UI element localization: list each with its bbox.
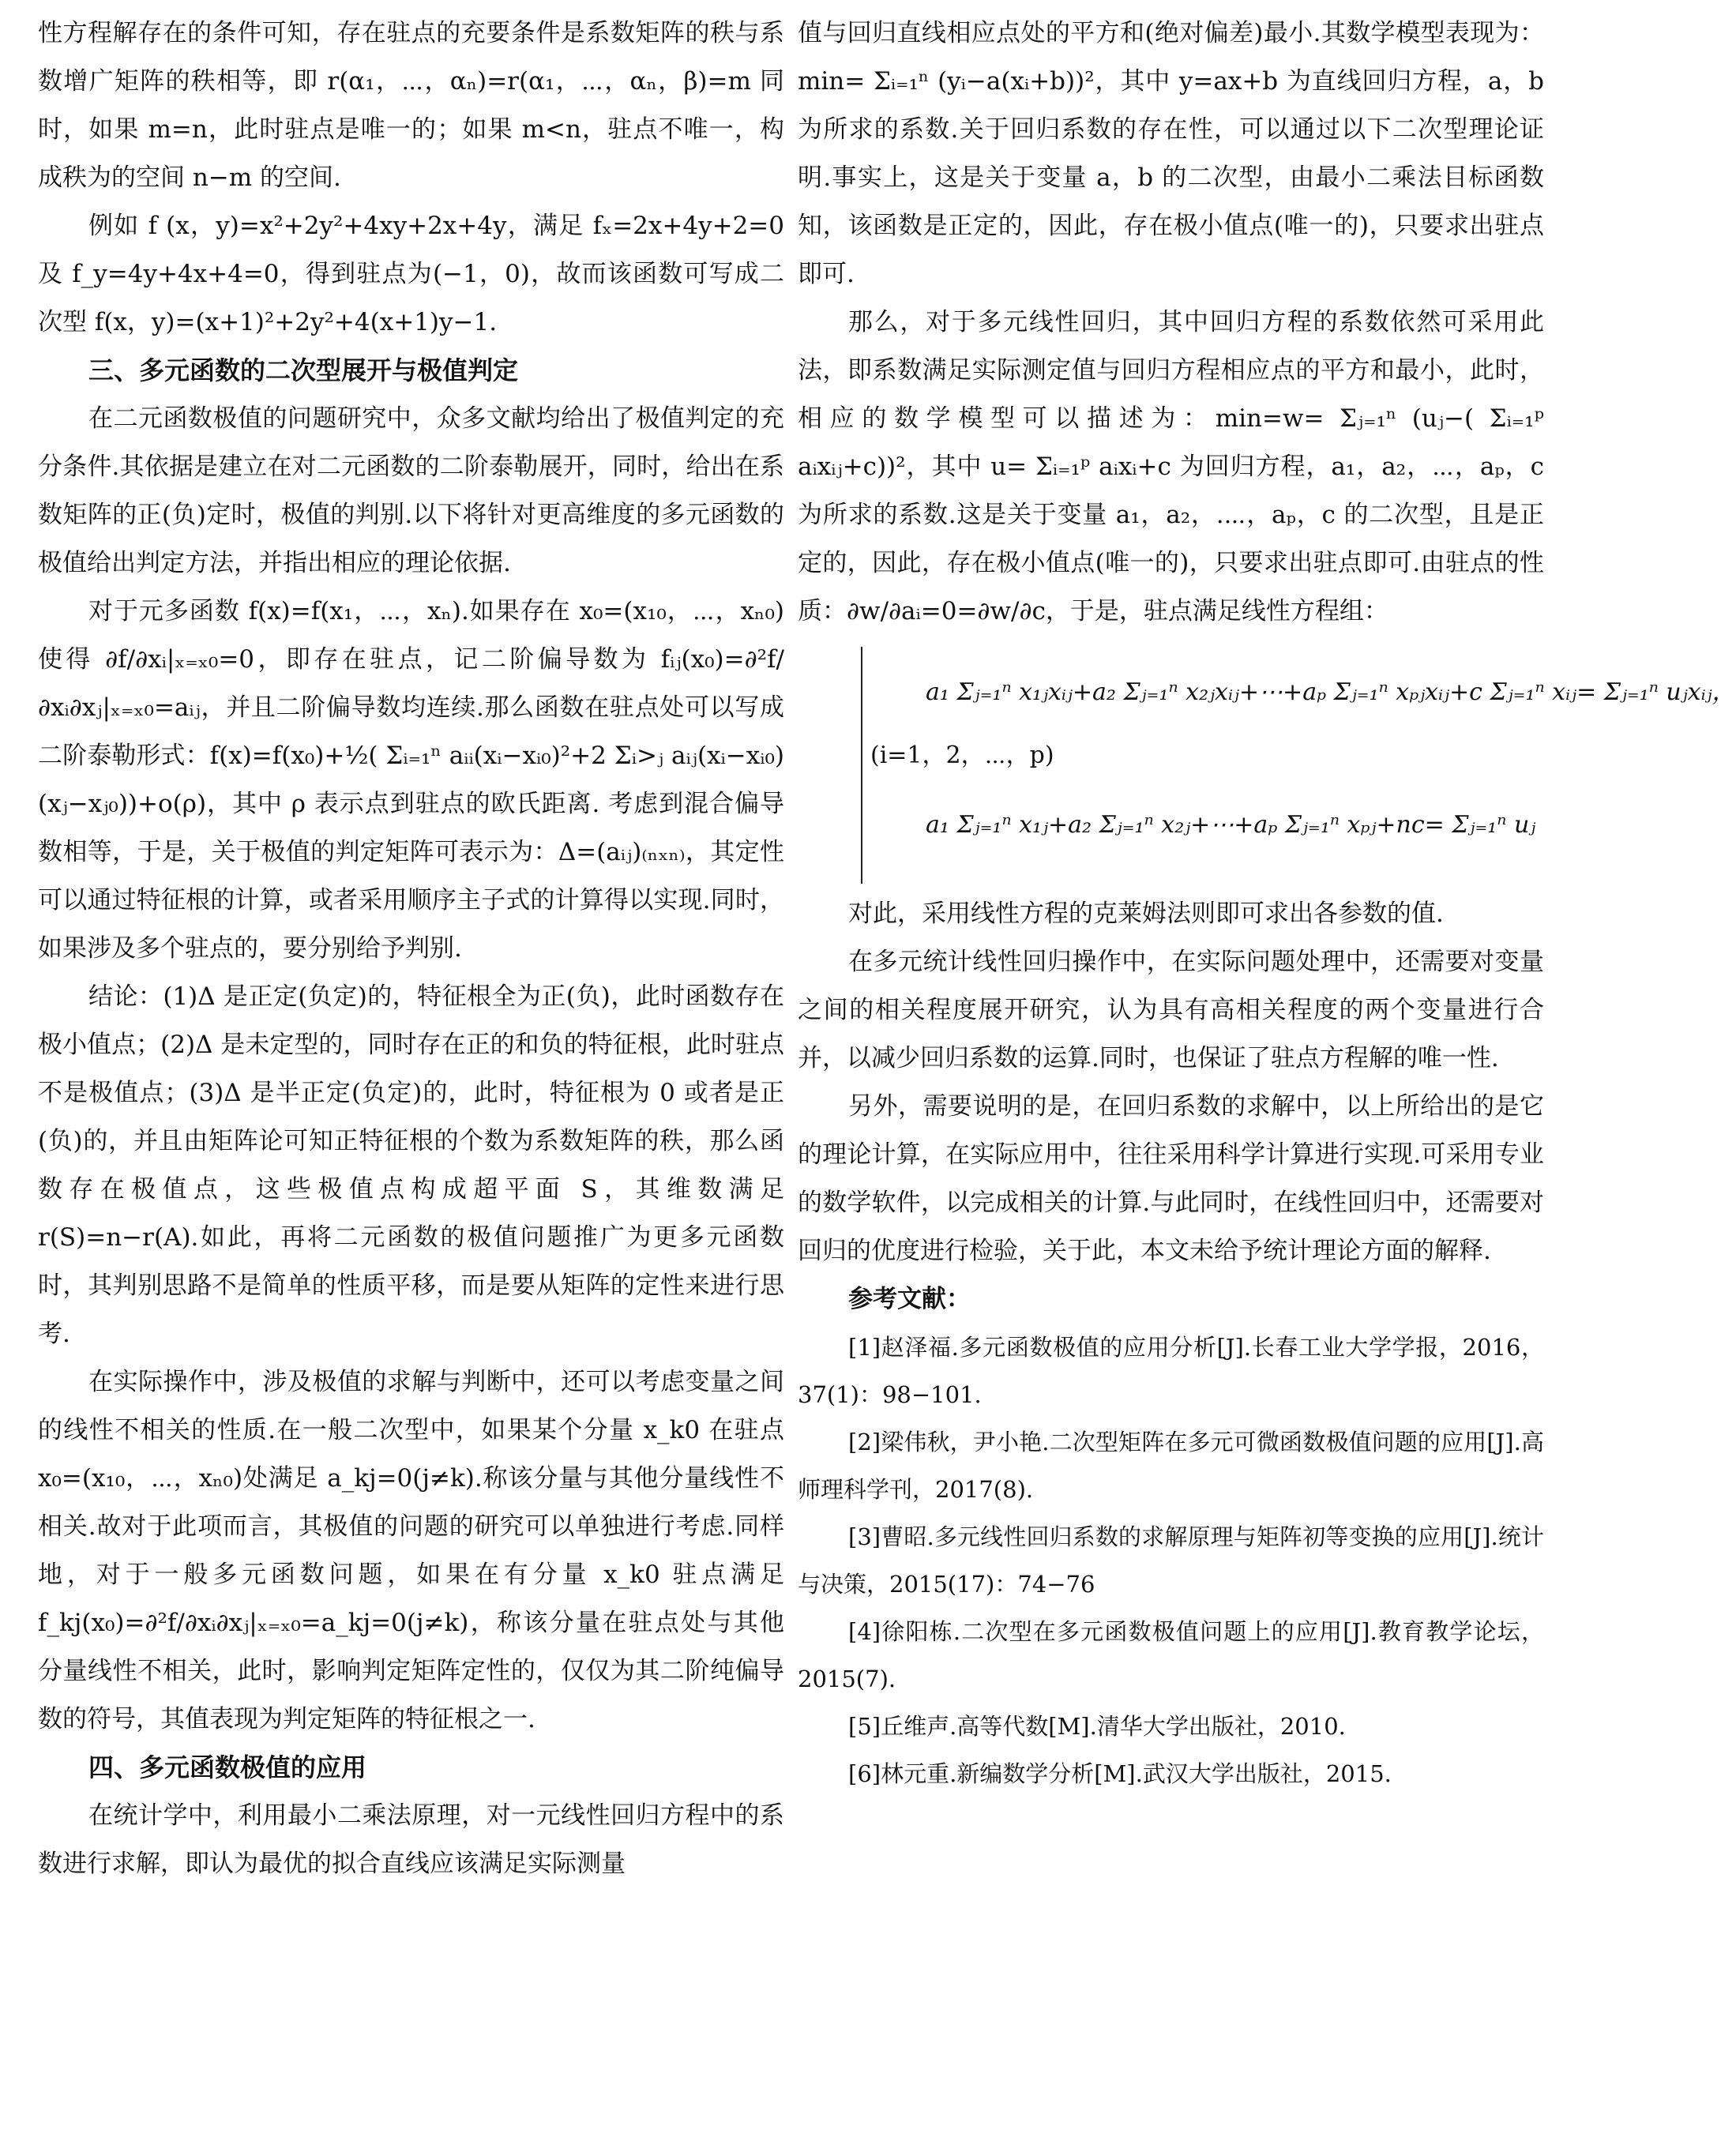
paragraph: 值与回归直线相应点处的平方和(绝对偏差)最小.其数学模型表现为：min= Σᵢ₌₁ⁿ (yᵢ−a(xᵢ+b))²，其中 y=ax+b 为直线回归方程，a，b 为所求的系数.关于回归系数的存在性，可以通过以下二次型理论证明.事实上，这是关于变量 a，b 的二次型，由最小二乘法目标函数知，该函数是正定的，因此，存在极小值点(唯一的)，只要求出驻点即可. [798,19,1544,288]
references-heading: 参考文献： [848,1285,971,1313]
section-heading: 四、多元函数极值的应用 [88,1752,367,1782]
paragraph: 另外，需要说明的是，在回归系数的求解中，以上所给出的是它的理论计算，在实际应用中，往往采用科学计算进行实现.可采用专业的数学软件，以完成相关的计算.与此同时，在线性回归中，还需要对回归的优度进行检验，关于此，本文未给予统计理论方面的解释. [798,1092,1544,1265]
section-heading: 三、多元函数的二次型展开与极值判定 [88,355,519,385]
paragraph: 例如 f (x，y)=x²+2y²+4xy+2x+4y，满足 fₓ=2x+4y+2=0 及 f_y=4y+4x+4=0，得到驻点为(−1，0)，故而该函数可写成二次型 f(x，y)=(x+1)²+2y²+4(x+1)y−1. [38,212,784,336]
equation-line: a₁ Σⱼ₌₁ⁿ x₁ⱼ+a₂ Σⱼ₌₁ⁿ x₂ⱼ+⋯+aₚ Σⱼ₌₁ⁿ xₚⱼ+nc= Σⱼ₌₁ⁿ uⱼ [926,811,1536,839]
reference-item: [4]徐阳栋.二次型在多元函数极值问题上的应用[J].教育教学论坛，2015(7). [798,1618,1544,1692]
paragraph: 在实际操作中，涉及极值的求解与判断中，还可以考虑变量之间的线性不相关的性质.在一般二次型中，如果某个分量 x_k0 在驻点 x₀=(x₁₀，⋯，xₙ₀)处满足 a_kj=0(j≠k).称该分量与其他分量线性不相关.故对于此项而言，其极值的问题的研究可以单独进行考虑.同样地，对于一般多元函数问题，如果在有分量 x_k0 驻点满足 f_kj(x₀)=∂²f/∂xᵢ∂xⱼ|ₓ₌ₓ₀=a_kj=0(j≠k)，称该分量在驻点处与其他分量线性不相关，此时，影响判定矩阵定性的，仅仅为其二阶纯偏导数的符号，其值表现为判定矩阵的特征根之一. [38,1368,784,1733]
equation-system [861,647,1736,884]
paragraph: 结论：(1)Δ 是正定(负定)的，特征根全为正(负)，此时函数存在极小值点；(2)Δ 是未定型的，同时存在正的和负的特征根，此时驻点不是极值点；(3)Δ 是半正定(负定)的，此时，特征根为 0 或者是正(负)的，并且由矩阵论可知正特征根的个数为系数矩阵的秩，那么函数存在极值点，这些极值点构成超平面 S，其维数满足 r(S)=n−r(A).如此，再将二元函数的极值问题推广为更多元函数时，其判别思路不是简单的性质平移，而是要从矩阵的定性来进行思考. [38,982,784,1348]
paragraph: 那么，对于多元线性回归，其中回归方程的系数依然可采用此法，即系数满足实际测定值与回归方程相应点的平方和最小，此时，相应的数学模型可以描述为：min=w= Σⱼ₌₁ⁿ (uⱼ−( Σᵢ₌₁ᵖ aᵢxᵢⱼ+c))²，其中 u= Σᵢ₌₁ᵖ aᵢxᵢ+c 为回归方程，a₁，a₂，⋯，aₚ，c 为所求的系数.这是关于变量 a₁，a₂，.⋯，aₚ，c 的二次型，且是正定的，因此，存在极小值点(唯一的)，只要求出驻点即可.由驻点的性质：∂w/∂aᵢ=0=∂w/∂c，于是，驻点满足线性方程组： [798,308,1544,625]
reference-item: [2]梁伟秋，尹小艳.二次型矩阵在多元可微函数极值问题的应用[J].高师理科学刊，2017(8). [798,1429,1544,1503]
paragraph: 对此，采用线性方程的克莱姆法则即可求出各参数的值. [848,899,1444,928]
right-column [798,9,1736,1797]
paragraph: 对于元多函数 f(x)=f(x₁，⋯，xₙ).如果存在 x₀=(x₁₀，⋯，xₙ₀) 使得 ∂f/∂xᵢ|ₓ₌ₓ₀=0，即存在驻点，记二阶偏导数为 fᵢⱼ(x₀)=∂²f/∂xᵢ∂xⱼ|ₓ₌ₓ₀=aᵢⱼ，并且二阶偏导数均连续.那么函数在驻点处可以写成二阶泰勒形式：f(x)=f(x₀)+½( Σᵢ₌₁ⁿ aᵢᵢ(xᵢ−xᵢ₀)²+2 Σᵢ>ⱼ aᵢⱼ(xᵢ−xᵢ₀)(xⱼ−xⱼ₀))+o(ρ)，其中 ρ 表示点到驻点的欧氏距离. 考虑到混合偏导数相等，于是，关于极值的判定矩阵可表示为：Δ=(aᵢⱼ)₍ₙₓₙ₎，其定性可以通过特征根的计算，或者采用顺序主子式的计算得以实现.同时，如果涉及多个驻点的，要分别给予判别. [38,597,784,963]
equation-condition: (i=1，2，⋯，p) [870,742,1054,769]
reference-item: [6]林元重.新编数学分析[M].武汉大学出版社，2015. [848,1760,1392,1787]
reference-item: [5]丘维声.高等代数[M].清华大学出版社，2010. [848,1713,1346,1740]
paragraph: 在二元函数极值的问题研究中，众多文献均给出了极值判定的充分条件.其依据是建立在对二元函数的二阶泰勒展开，同时，给出在系数矩阵的正(负)定时，极值的判别.以下将针对更高维度的多元函数的极值给出判定方法，并指出相应的理论依据. [38,404,784,577]
equation-line: a₁ Σⱼ₌₁ⁿ x₁ⱼxᵢⱼ+a₂ Σⱼ₌₁ⁿ x₂ⱼxᵢⱼ+⋯+aₚ Σⱼ₌₁ⁿ xₚⱼxᵢⱼ+c Σⱼ₌₁ⁿ xᵢⱼ= Σⱼ₌₁ⁿ uⱼxᵢⱼ， [926,678,1736,706]
left-column [38,9,784,1888]
references-list [798,1324,1544,1797]
paragraph: 在统计学中，利用最小二乘法原理，对一元线性回归方程中的系数进行求解，即认为最优的拟合直线应该满足实际测量 [38,1801,784,1878]
reference-item: [1]赵泽福.多元函数极值的应用分析[J].长春工业大学学报，2016，37(1)：98−101. [798,1334,1544,1408]
paragraph: 在多元统计线性回归操作中，在实际问题处理中，还需要对变量之间的相关程度展开研究，认为具有高相关程度的两个变量进行合并，以减少回归系数的运算.同时，也保证了驻点方程解的唯一性. [798,948,1544,1072]
paragraph: 性方程解存在的条件可知，存在驻点的充要条件是系数矩阵的秩与系数增广矩阵的秩相等，即 r(α₁，⋯，αₙ)=r(α₁，⋯，αₙ，β)=m 同时，如果 m=n，此时驻点是唯一的；如果 m<n，驻点不唯一，构成秩为的空间 n−m 的空间. [38,19,784,192]
reference-item: [3]曹昭.多元线性回归系数的求解原理与矩阵初等变换的应用[J].统计与决策，2015(17)：74−76 [798,1523,1544,1598]
